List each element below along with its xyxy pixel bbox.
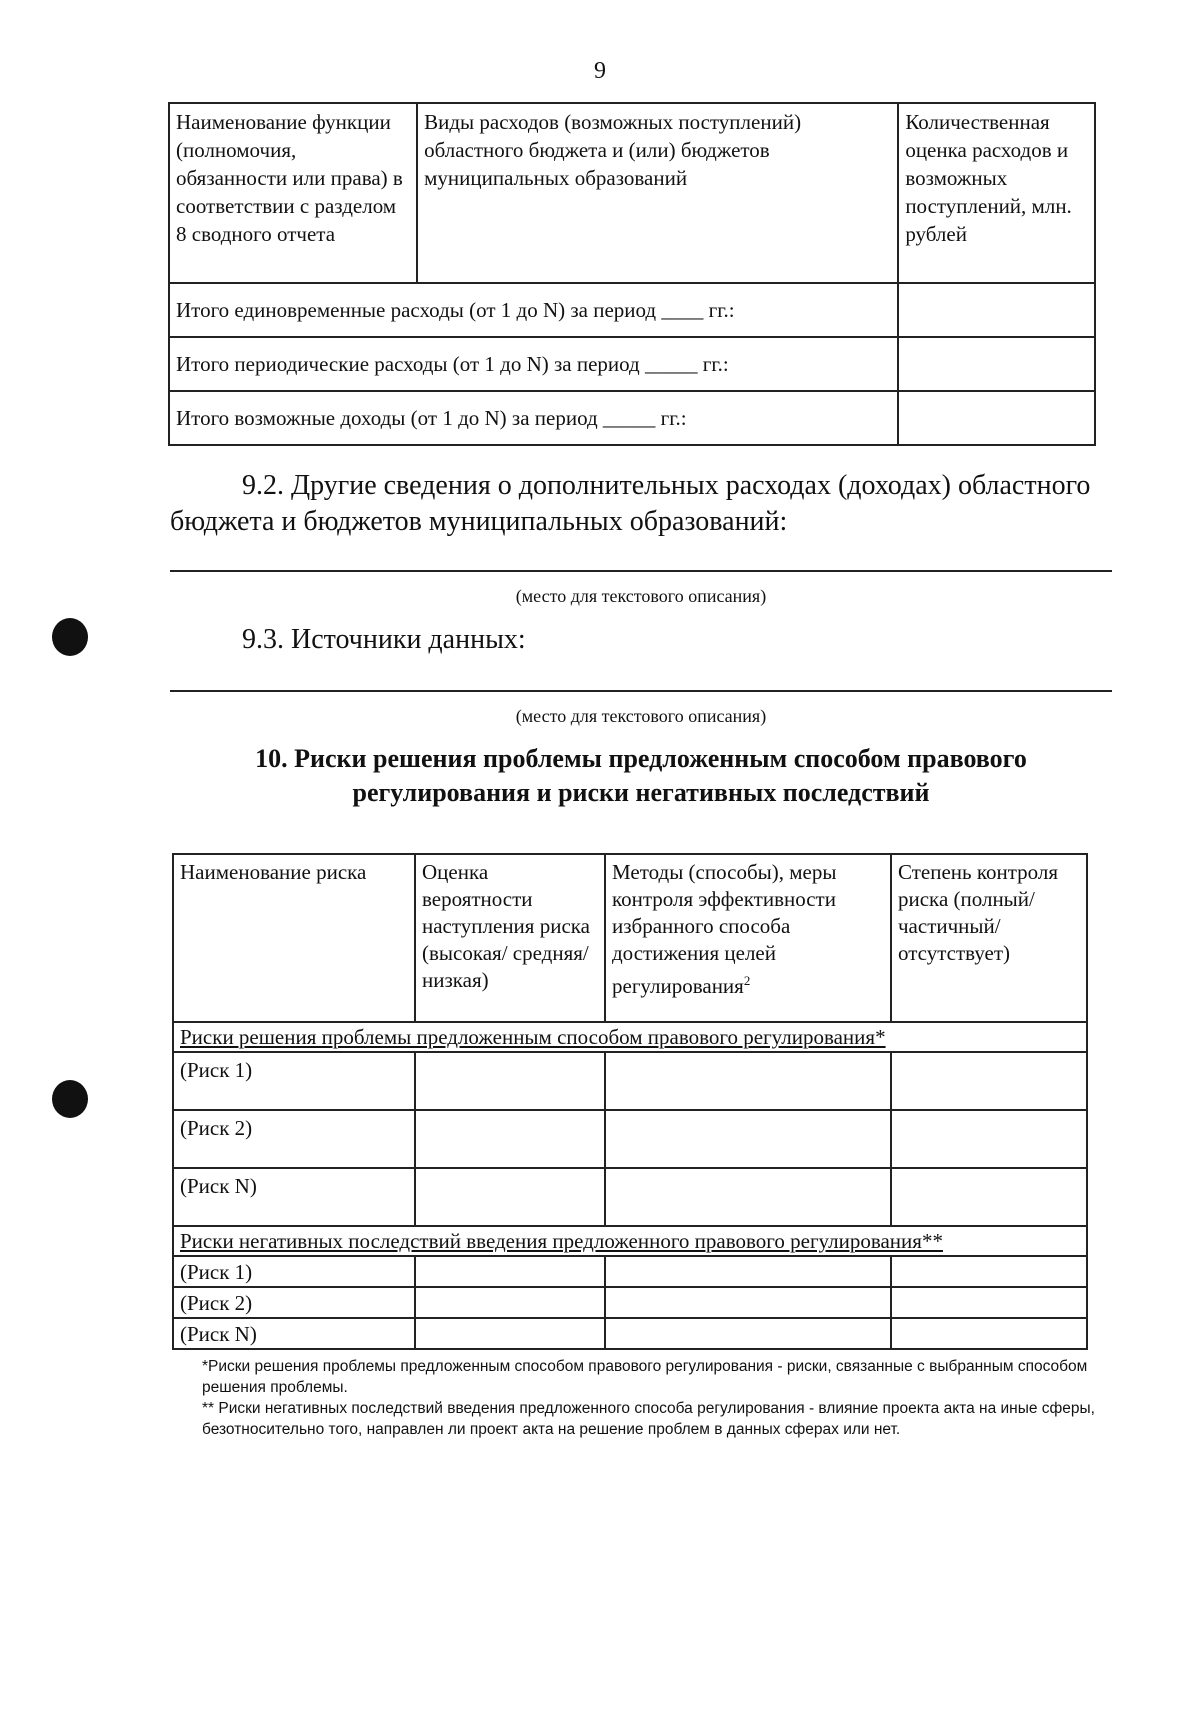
binder-hole-mark [52, 1080, 88, 1118]
table-row [173, 1318, 1087, 1349]
risk-probability-cell[interactable] [415, 1256, 605, 1287]
risk-methods-cell[interactable] [605, 1052, 891, 1110]
total-one-time-expenses: Итого единовременные расходы (от 1 до N) за период ____ гг.: [169, 283, 898, 337]
risk-methods-cell[interactable] [605, 1256, 891, 1287]
table-row [173, 1022, 1087, 1052]
table-row [169, 391, 1095, 445]
expenses-table [168, 102, 1096, 446]
risk-methods-cell[interactable] [605, 1168, 891, 1226]
risk-control-cell[interactable] [891, 1110, 1087, 1168]
page-number: 9 [594, 58, 606, 84]
section-10-title-line1: 10. Риски решения проблемы предложенным способом правового [255, 744, 1027, 773]
section-9-3-fill-line[interactable] [170, 690, 1112, 692]
risk-probability-cell[interactable] [415, 1287, 605, 1318]
table-row [173, 1256, 1087, 1287]
section-9-2-caption: (место для текстового описания) [515, 586, 767, 606]
risk-label: (Риск N) [173, 1168, 415, 1226]
header-risk-name: Наименование риска [173, 854, 415, 1022]
risk-control-cell[interactable] [891, 1318, 1087, 1349]
risk-section-1-title: Риски решения проблемы предложенным способом правового регулирования* [173, 1022, 1087, 1052]
header-function: Наименование функции (полномочия, обязанности или права) в соответствии с разделом 8 сводного отчета [169, 103, 417, 283]
table-row [169, 337, 1095, 391]
section-9-3-text: 9.3. Источники данных: [242, 624, 526, 655]
footnote-1: *Риски решения проблемы предложенным способом правового регулирования - риски, связанные с выбранным способом решения проблемы. [202, 1358, 1088, 1396]
total-possible-income: Итого возможные доходы (от 1 до N) за период _____ гг.: [169, 391, 898, 445]
risk-control-cell[interactable] [891, 1256, 1087, 1287]
risk-label: (Риск 2) [173, 1287, 415, 1318]
total-periodic-expenses: Итого периодические расходы (от 1 до N) за период _____ гг.: [169, 337, 898, 391]
risk-label: (Риск N) [173, 1318, 415, 1349]
table-row [173, 1168, 1087, 1226]
risk-methods-cell[interactable] [605, 1318, 891, 1349]
section-9-2-fill-line[interactable] [170, 570, 1112, 572]
risk-label: (Риск 1) [173, 1052, 415, 1110]
footnote-mark: 2 [743, 973, 751, 988]
risk-probability-cell[interactable] [415, 1052, 605, 1110]
risk-table [172, 853, 1088, 1350]
section-10-title-line2: регулирования и риски негативных последствий [352, 778, 930, 807]
header-control-degree: Степень контроля риска (полный/ частичный/ отсутствует) [891, 854, 1087, 1022]
total-income-value[interactable] [898, 391, 1095, 445]
risk-methods-cell[interactable] [605, 1110, 891, 1168]
risk-label: (Риск 1) [173, 1256, 415, 1287]
risk-control-cell[interactable] [891, 1052, 1087, 1110]
total-periodic-value[interactable] [898, 337, 1095, 391]
section-9-3-caption: (место для текстового описания) [515, 706, 767, 726]
section-9-2-text: 9.2. Другие сведения о дополнительных расходах (доходах) областного бюджета и бюджетов муниципальных образований: [170, 470, 1091, 537]
table-header-row [169, 103, 1095, 283]
table-row [173, 1226, 1087, 1256]
risk-label: (Риск 2) [173, 1110, 415, 1168]
table-header-row [173, 854, 1087, 1022]
risk-control-cell[interactable] [891, 1287, 1087, 1318]
footnote-2: ** Риски негативных последствий введения предложенного способа регулирования - влияние проекта акта на иные сферы, безотносительно того, направлен ли проект акта на решение проблем в данных сферах или нет. [202, 1400, 1095, 1438]
header-expense-types: Виды расходов (возможных поступлений) областного бюджета и (или) бюджетов муниципальных образований [417, 103, 898, 283]
header-control-methods [605, 854, 891, 1022]
risk-probability-cell[interactable] [415, 1318, 605, 1349]
table-row [173, 1110, 1087, 1168]
binder-hole-mark [52, 618, 88, 656]
table-row [169, 283, 1095, 337]
header-control-methods-text: Методы (способы), меры контроля эффективности избранного способа достижения целей регулирования [612, 860, 837, 998]
risk-probability-cell[interactable] [415, 1110, 605, 1168]
risk-control-cell[interactable] [891, 1168, 1087, 1226]
table-row [173, 1287, 1087, 1318]
footnotes [202, 1356, 1102, 1440]
header-risk-probability: Оценка вероятности наступления риска (высокая/ средняя/ низкая) [415, 854, 605, 1022]
table-row [173, 1052, 1087, 1110]
risk-probability-cell[interactable] [415, 1168, 605, 1226]
total-one-time-value[interactable] [898, 283, 1095, 337]
header-quantitative-estimate: Количественная оценка расходов и возможных поступлений, млн. рублей [898, 103, 1095, 283]
risk-methods-cell[interactable] [605, 1287, 891, 1318]
risk-section-2-title: Риски негативных последствий введения предложенного правового регулирования** [173, 1226, 1087, 1256]
